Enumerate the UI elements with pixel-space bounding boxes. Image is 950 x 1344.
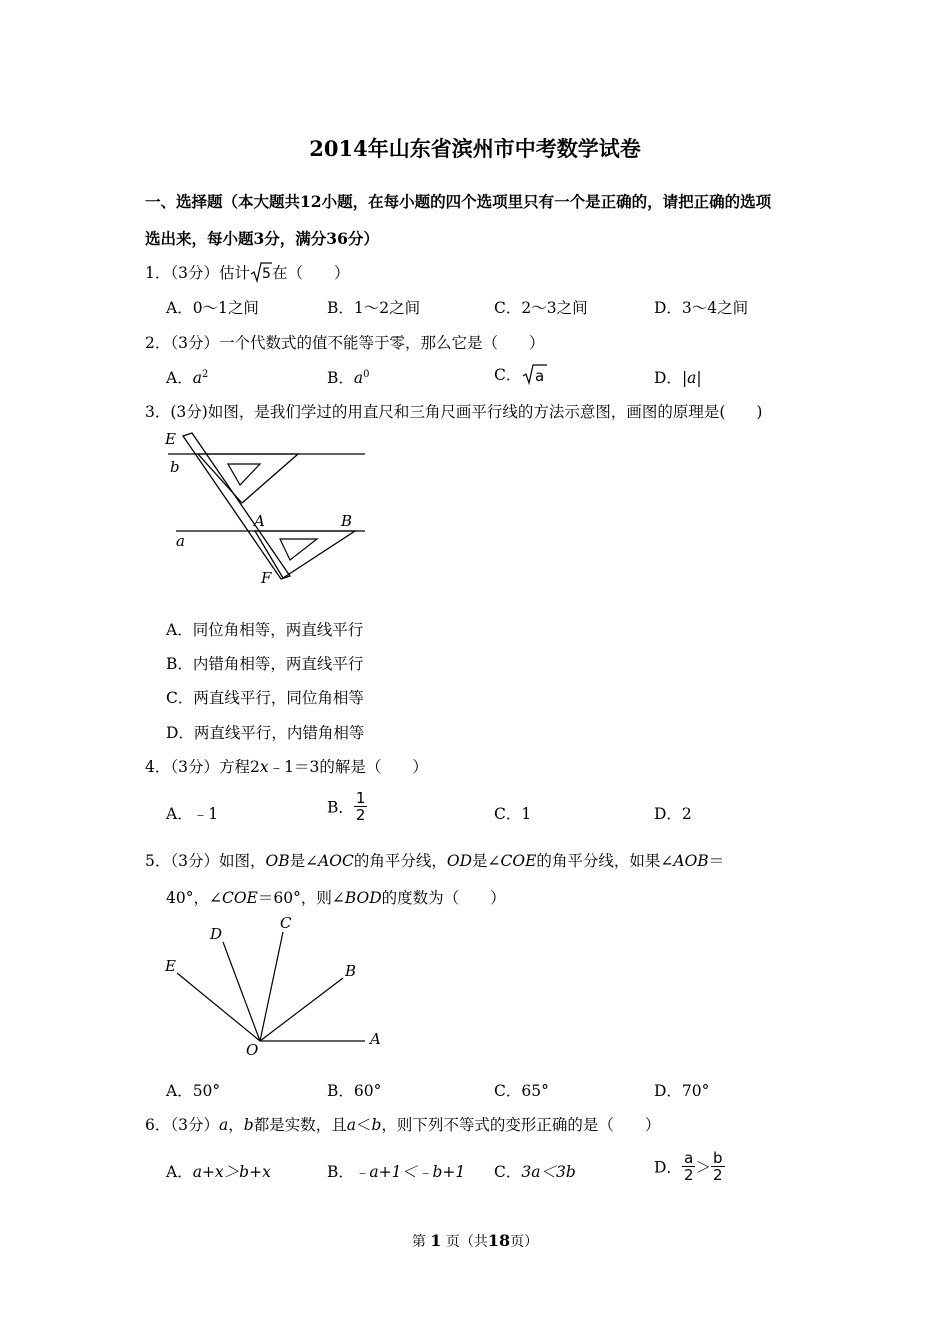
label-a: a <box>176 532 185 550</box>
q2-option-a[interactable]: A．$a^2$ <box>166 368 209 387</box>
label-O: O <box>246 1041 259 1059</box>
label-F: F <box>261 569 272 587</box>
q4-option-d[interactable]: D．2 <box>654 805 692 823</box>
q1-option-d[interactable]: D．3～4之间 <box>654 299 749 317</box>
q4-option-b[interactable]: B． $\frac{1}{2}$ <box>327 789 366 824</box>
question-1-stem: 1．（3分）估计 5 在（ ） <box>145 261 350 287</box>
question-2-stem: 2．（3分）一个代数式的值不能等于零，那么它是（ ） <box>145 334 545 352</box>
q2-option-d[interactable]: D．|a| <box>654 369 702 387</box>
section-header-line2: 选出来，每小题3分，满分36分） <box>145 229 379 248</box>
page-number: 1 <box>430 1231 442 1250</box>
q5-option-c[interactable]: C．65° <box>494 1082 549 1100</box>
q1-radicand: 5 <box>261 266 271 282</box>
parallel-lines-figure <box>160 428 370 588</box>
label-E: E <box>165 430 176 448</box>
ray-OB <box>260 978 343 1041</box>
q3-option-b[interactable]: B．内错角相等，两直线平行 <box>166 655 364 673</box>
q6-option-b[interactable]: B．﹣a+1＜﹣b+1 <box>327 1163 466 1181</box>
q3-option-a[interactable]: A．同位角相等，两直线平行 <box>166 621 364 639</box>
question-6-stem: 6．（3分）a，b都是实数，且a＜b，则下列不等式的变形正确的是（ ） <box>145 1116 661 1134</box>
total-pages: 18 <box>487 1231 511 1250</box>
angle-figure <box>160 910 390 1060</box>
q4-option-c[interactable]: C．1 <box>494 805 532 823</box>
q2-radicand: a <box>535 367 545 385</box>
question-5-stem-line1: 5．（3分）如图，OB是∠AOC的角平分线，OD是∠COE的角平分线，如果∠AOB＝ <box>145 852 725 870</box>
q5-option-b[interactable]: B．60° <box>327 1082 382 1100</box>
page-footer: 第 1 页（共18页） <box>411 1231 539 1250</box>
label-b: b <box>170 458 180 476</box>
label-A: A <box>254 512 265 530</box>
q5-option-d[interactable]: D．70° <box>654 1082 710 1100</box>
sqrt-symbol <box>521 363 549 389</box>
fraction: $\frac{1}{2}$ <box>355 789 366 824</box>
q3-option-c[interactable]: C．两直线平行，同位角相等 <box>166 689 364 707</box>
q6-option-c[interactable]: C．3a＜3b <box>494 1163 576 1181</box>
question-5-stem-line2: 40°，∠COE＝60°，则∠BOD的度数为（ ） <box>166 889 506 907</box>
label-E: E <box>165 957 176 975</box>
label-A: A <box>370 1030 381 1048</box>
q6-option-d[interactable]: D． $\frac{a}{2}$ ＞ $\frac{b}{2}$ <box>654 1149 723 1184</box>
q5-option-a[interactable]: A．50° <box>166 1082 221 1100</box>
set-square-upper <box>198 454 298 503</box>
fraction: $\frac{a}{2}$ <box>683 1149 694 1184</box>
question-4-stem: 4．（3分）方程2x﹣1＝3的解是（ ） <box>145 758 428 776</box>
q2-option-c[interactable]: C． a <box>494 363 549 389</box>
section-header-line1: 一、选择题（本大题共12小题，在每小题的四个选项里只有一个是正确的，请把正确的选项 <box>145 192 772 211</box>
sqrt-symbol <box>250 261 272 287</box>
q1-option-b[interactable]: B．1～2之间 <box>327 299 421 317</box>
q3-option-d[interactable]: D．两直线平行，内错角相等 <box>166 724 365 742</box>
q2-option-b[interactable]: B．$a^0$ <box>327 368 370 387</box>
label-B: B <box>341 512 353 530</box>
label-D: D <box>210 925 223 943</box>
page-title: 2014年山东省滨州市中考数学试卷 <box>309 136 641 161</box>
label-B: B <box>345 962 357 980</box>
q6-option-a[interactable]: A．a+x＞b+x <box>166 1163 271 1181</box>
question-3-stem: 3．(3分)如图，是我们学过的用直尺和三角尺画平行线的方法示意图，画图的原理是( ) <box>145 403 763 421</box>
ray-OC <box>260 932 283 1041</box>
q1-option-a[interactable]: A．0～1之间 <box>166 299 259 317</box>
q4-option-a[interactable]: A．﹣1 <box>166 805 219 823</box>
label-C: C <box>280 914 292 932</box>
q1-option-c[interactable]: C．2～3之间 <box>494 299 588 317</box>
fraction: $\frac{b}{2}$ <box>713 1149 723 1184</box>
